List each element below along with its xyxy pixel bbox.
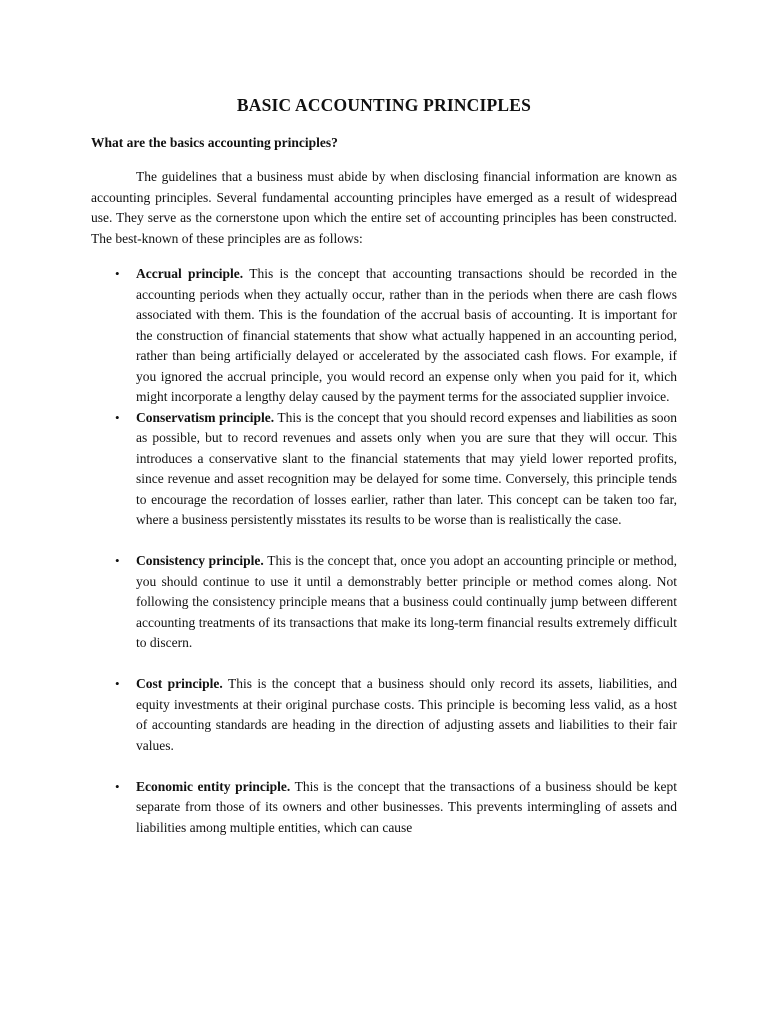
principles-list [91,264,677,838]
bullet-icon: • [115,676,120,691]
bullet-icon: • [115,409,120,425]
bullet-icon: • [115,778,120,794]
principle-cost [91,674,677,756]
principle-term: Conservatism principle. [136,409,275,425]
principle-consistency [91,551,677,654]
bullet-icon: • [115,553,120,568]
principle-term: Accrual principle. [136,266,244,281]
bullet-icon: • [115,266,120,281]
document-title: BASIC ACCOUNTING PRINCIPLES [236,95,532,115]
principle-description: This is the concept that the transactions of a business should be kept separate from those of its owners and other businesses. This prevents intermingling of assets and liabilities among multiple entities, which can cause [136,778,677,835]
principle-term: Consistency principle. [136,553,264,568]
intro-paragraph: The guidelines that a business must abide by when disclosing financial information are known as accounting principles. Several fundamental accounting principles have emerged as a result of widespread use. They serve as the cornerstone upon which the entire set of accounting principles has been constructed. The best-known of these principles are as follows: [91,169,677,246]
section-heading: What are the basics accounting principles? [91,135,338,150]
principle-accrual [91,264,677,408]
principle-description: This is the concept that accounting transactions should be recorded in the accounting periods when they actually occur, rather than in the periods when there are cash flows associated with them. This is the foundation of the accrual basis of accounting. It is important for the construction of financial statements that show what actually happened in an accounting period, rather than being artificially delayed or accelerated by the associated cash flows. For example, if you ignored the accrual principle, you would record an expense only when you paid for it, which might incorporate a lengthy delay caused by the payment terms for the associated supplier invoice. [136,266,677,404]
principle-description: This is the concept that, once you adopt an accounting principle or method, you should continue to use it until a demonstrably better principle or method comes along. Not following the consistency principle means that a business could continually jump between different accounting treatments of its transactions that make its long-term financial results extremely difficult to discern. [136,553,677,650]
principle-conservatism [91,408,677,531]
principle-description: This is the concept that you should record expenses and liabilities as soon as possible, but to record revenues and assets only when you are sure that they will occur. This introduces a conservative slant to the financial statements that may yield lower reported profits, since revenue and asset recognition may be delayed for some time. Conversely, this principle tends to encourage the recordation of losses earlier, rather than later. This concept can be taken too far, where a business persistently misstates its results to be worse than is realistically the case. [136,409,678,527]
principle-description: This is the concept that a business should only record its assets, liabilities, and equity investments at their original purchase costs. This principle is becoming less valid, as a host of accounting standards are heading in the direction of adjusting assets and liabilities to their fair values. [136,676,677,753]
principle-term: Cost principle. [136,676,223,691]
principle-economic-entity [91,777,677,839]
principle-term: Economic entity principle. [136,778,291,794]
